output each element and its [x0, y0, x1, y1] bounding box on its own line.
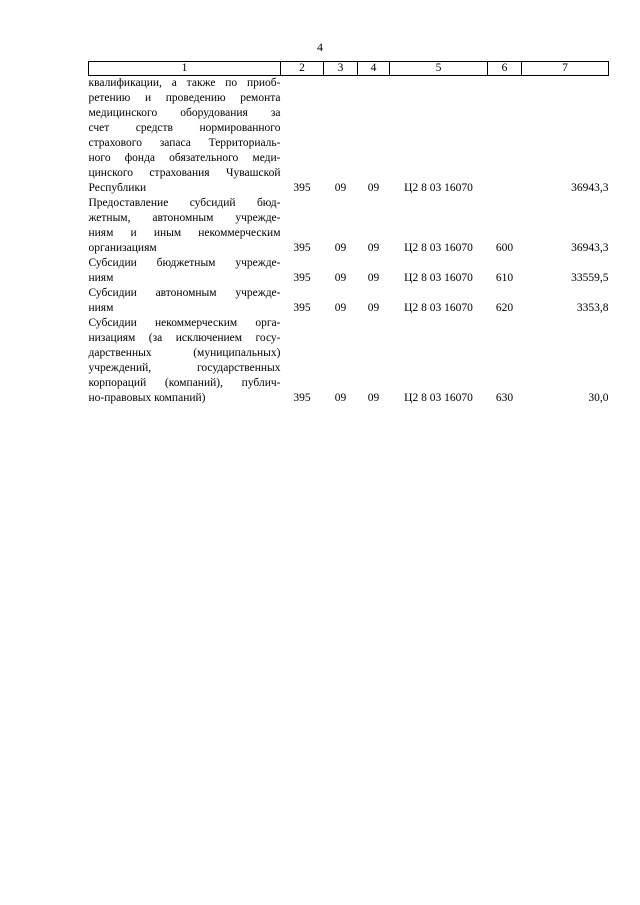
description-line: страхового запаса Территориаль- — [88, 137, 281, 149]
description-line: ниям и иным некоммерческим — [88, 227, 281, 239]
header-col-6: 6 — [488, 62, 522, 76]
amount: 3353,8 — [576, 302, 609, 314]
description-line: дарственных (муниципальных) — [88, 347, 281, 359]
ministry-code: 395 — [293, 182, 311, 194]
row-description — [89, 196, 281, 256]
description-line: квалификации, а также по приоб- — [88, 77, 281, 89]
description-line: ниям — [88, 272, 114, 284]
table-row — [89, 256, 609, 286]
table-row — [89, 316, 609, 406]
amount: 36943,3 — [571, 182, 609, 194]
subsection-code: 09 — [367, 302, 380, 314]
expense-type-code: 610 — [495, 272, 514, 284]
section-code: 09 — [334, 242, 347, 254]
description-line: Республики — [88, 182, 147, 194]
target-code: Ц2 8 03 16070 — [404, 242, 473, 254]
header-col-4: 4 — [358, 62, 390, 76]
target-code: Ц2 8 03 16070 — [404, 302, 473, 314]
expense-type-code: 600 — [495, 242, 514, 254]
description-line: Предоставление субсидий бюд- — [88, 197, 281, 209]
ministry-code: 395 — [293, 242, 311, 254]
ministry-code: 395 — [293, 392, 311, 404]
header-col-1: 1 — [89, 62, 281, 76]
expense-type-code — [488, 76, 522, 197]
header-col-5: 5 — [390, 62, 488, 76]
header-col-3: 3 — [324, 62, 358, 76]
target-code: Ц2 8 03 16070 — [404, 182, 473, 194]
table-row — [89, 286, 609, 316]
subsection-code: 09 — [367, 182, 380, 194]
section-code: 09 — [334, 392, 347, 404]
section-code: 09 — [334, 182, 347, 194]
description-line: корпораций (компаний), публич- — [88, 377, 281, 389]
description-line: учреждений, государственных — [88, 362, 281, 374]
description-line: Субсидии автономным учрежде- — [88, 287, 281, 299]
subsection-code: 09 — [367, 242, 380, 254]
target-code: Ц2 8 03 16070 — [404, 272, 473, 284]
description-line: но-правовых компаний) — [88, 392, 206, 404]
subsection-code: 09 — [367, 272, 380, 284]
row-description — [89, 286, 281, 316]
table-row — [89, 196, 609, 256]
row-description — [89, 256, 281, 286]
budget-table — [88, 61, 609, 406]
ministry-code: 395 — [293, 272, 311, 284]
table-row — [89, 76, 609, 197]
header-row — [89, 62, 609, 76]
description-line: ного фонда обязательного меди- — [88, 152, 281, 164]
row-description — [89, 316, 281, 406]
page-number: 4 — [317, 40, 323, 54]
expense-type-code: 630 — [495, 392, 514, 404]
description-line: цинского страхования Чувашской — [88, 167, 281, 179]
description-line: низациям (за исключением госу- — [88, 332, 281, 344]
amount: 36943,3 — [571, 242, 609, 254]
header-col-7: 7 — [522, 62, 609, 76]
description-line: жетным, автономным учрежде- — [88, 212, 281, 224]
expense-type-code: 620 — [495, 302, 514, 314]
row-description — [89, 76, 281, 197]
description-line: счет средств нормированного — [88, 122, 281, 134]
amount: 30,0 — [588, 392, 609, 404]
description-line: Субсидии некоммерческим орга- — [88, 317, 281, 329]
amount: 33559,5 — [571, 272, 609, 284]
section-code: 09 — [334, 272, 347, 284]
section-code: 09 — [334, 302, 347, 314]
description-line: медицинского оборудования за — [88, 107, 281, 119]
description-line: Субсидии бюджетным учрежде- — [88, 257, 281, 269]
subsection-code: 09 — [367, 392, 380, 404]
header-col-2: 2 — [281, 62, 324, 76]
target-code: Ц2 8 03 16070 — [404, 392, 473, 404]
ministry-code: 395 — [293, 302, 311, 314]
description-line: ниям — [88, 302, 114, 314]
description-line: организациям — [88, 242, 157, 254]
description-line: ретению и проведению ремонта — [88, 92, 281, 104]
